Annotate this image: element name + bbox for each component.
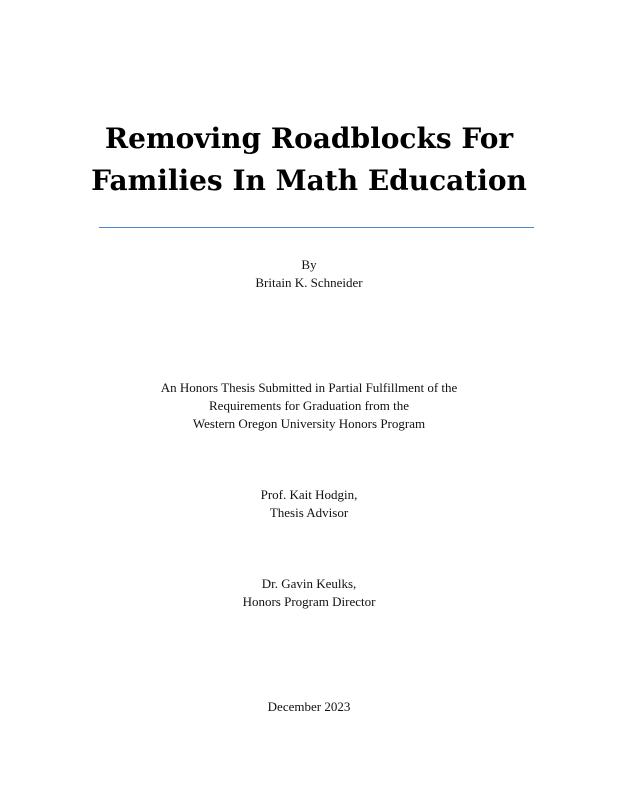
author-block [0,256,618,292]
director-role: Honors Program Director [242,594,376,609]
director-block [0,575,618,611]
submission-line-3: Western Oregon University Honors Program [192,416,426,431]
document-title [0,118,618,202]
title-line-1: Removing Roadblocks For [104,122,514,155]
advisor-role: Thesis Advisor [269,505,349,520]
advisor-name: Prof. Kait Hodgin, [260,487,358,502]
submission-line-2: Requirements for Graduation from the [209,398,409,413]
submission-line-1: An Honors Thesis Submitted in Partial Fulfillment of the [160,380,458,395]
director-name: Dr. Gavin Keulks, [261,576,357,591]
author-name: Britain K. Schneider [255,275,363,290]
date-block [0,698,618,716]
advisor-block [0,486,618,522]
submission-statement [0,379,618,433]
submission-date: December 2023 [267,699,351,714]
by-label: By [301,257,317,272]
title-line-2: Families In Math Education [91,164,527,197]
title-divider [99,227,534,228]
